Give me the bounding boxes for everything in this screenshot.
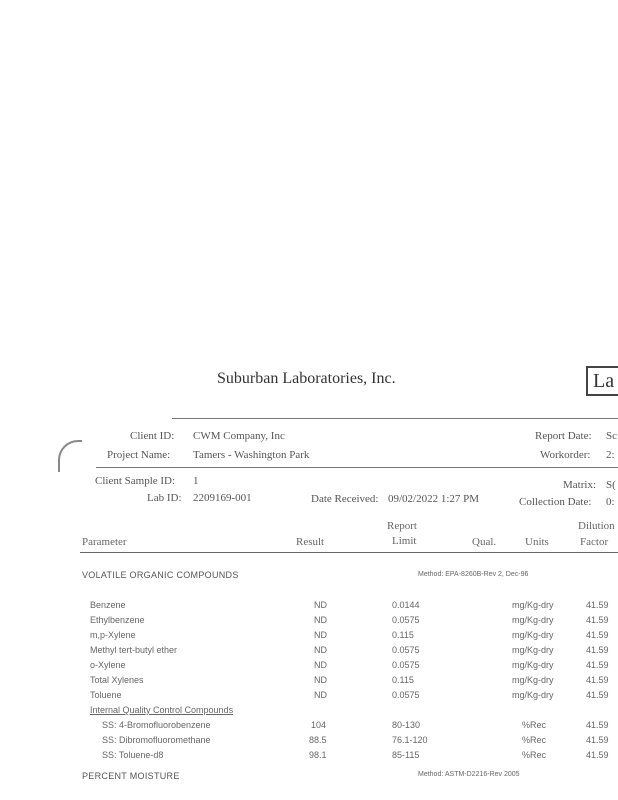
row-dilution: 41.59 [586,720,609,730]
collection-date-label: Collection Date: [519,496,592,508]
row-dilution: 41.59 [586,690,609,700]
row-units: mg/Kg-dry [512,690,554,700]
header-divider [172,418,618,419]
lab-id-label: Lab ID: [147,492,182,504]
row-dilution: 41.59 [586,600,609,610]
row-result: 104 [311,720,327,730]
row-parameter: Methyl tert-butyl ether [90,645,178,655]
column-header-divider [80,552,618,553]
collection-date-value: 0: [606,496,615,508]
row-units: %Rec [522,750,547,760]
report-date-value: Sc [606,430,617,442]
col-report-limit-bottom: Limit [392,535,417,547]
row-parameter: SS: 4-Bromofluorobenzene [102,720,211,730]
row-parameter: SS: Dibromofluoromethane [102,735,211,745]
row-limit: 0.0144 [392,600,420,610]
row-dilution: 41.59 [586,630,609,640]
row-units: %Rec [522,735,547,745]
row-units: mg/Kg-dry [512,615,554,625]
workorder-value: 2: [606,449,615,461]
lab-id-value: 2209169-001 [193,492,252,504]
row-parameter: o-Xylene [90,660,126,670]
row-dilution: 41.59 [586,645,609,655]
row-result: ND [314,675,327,685]
row-limit: 0.0575 [392,645,420,655]
col-qual: Qual. [472,536,497,548]
row-limit: 0.0575 [392,690,420,700]
date-received-label: Date Received: [311,493,379,505]
moisture-section-title: PERCENT MOISTURE [82,771,180,781]
col-result: Result [296,536,325,548]
row-result: 88.5 [309,735,327,745]
col-dilution-bottom: Factor [580,536,609,548]
qc-subsection-title: Internal Quality Control Compounds [90,705,234,715]
client-id-value: CWM Company, Inc [193,430,285,442]
row-units: mg/Kg-dry [512,600,554,610]
row-limit: 0.115 [392,630,414,640]
row-dilution: 41.59 [586,750,609,760]
project-name-value: Tamers - Washington Park [193,449,310,461]
row-limit: 0.115 [392,675,414,685]
row-dilution: 41.59 [586,615,609,625]
voc-section-title: VOLATILE ORGANIC COMPOUNDS [82,570,239,580]
col-units: Units [525,536,549,548]
row-dilution: 41.59 [586,675,609,685]
row-result: ND [314,690,327,700]
date-received-value: 09/02/2022 1:27 PM [388,493,480,505]
row-limit: 0.0575 [392,615,420,625]
matrix-label: Matrix: [563,479,596,491]
moisture-method: Method: ASTM-D2216-Rev 2005 [418,771,520,778]
matrix-value: S( [606,479,616,491]
row-limit: 76.1-120 [392,735,428,745]
page-margin-mark [58,440,82,472]
row-units: mg/Kg-dry [512,660,554,670]
row-units: mg/Kg-dry [512,630,554,640]
row-parameter: m,p-Xylene [90,630,136,640]
row-parameter: SS: Toluene-d8 [102,750,164,760]
row-dilution: 41.59 [586,735,609,745]
row-parameter: Toluene [90,690,122,700]
row-parameter: Benzene [90,600,126,610]
voc-method: Method: EPA-8260B-Rev 2, Dec-96 [418,571,529,578]
workorder-label: Workorder: [540,449,591,461]
row-result: ND [314,615,327,625]
row-limit: 0.0575 [392,660,420,670]
company-name: Suburban Laboratories, Inc. [217,370,396,387]
row-units: %Rec [522,720,547,730]
report-date-label: Report Date: [535,430,592,442]
row-result: ND [314,600,327,610]
col-parameter: Parameter [82,536,127,548]
row-result: 98.1 [309,750,327,760]
client-id-label: Client ID: [130,430,175,442]
client-sample-id-label: Client Sample ID: [95,475,176,487]
row-limit: 80-130 [392,720,421,730]
lab-logo-box: La [586,366,618,396]
col-dilution-top: Dilution [578,520,615,532]
row-parameter: Total Xylenes [90,675,144,685]
row-units: mg/Kg-dry [512,675,554,685]
row-limit: 85-115 [392,750,420,760]
row-result: ND [314,645,327,655]
row-result: ND [314,630,327,640]
row-parameter: Ethylbenzene [90,615,145,625]
row-units: mg/Kg-dry [512,645,554,655]
row-dilution: 41.59 [586,660,609,670]
row-result: ND [314,660,327,670]
client-sample-id-value: 1 [193,475,199,487]
client-divider [96,467,618,468]
project-name-label: Project Name: [107,449,171,461]
col-report-limit-top: Report [387,520,417,532]
